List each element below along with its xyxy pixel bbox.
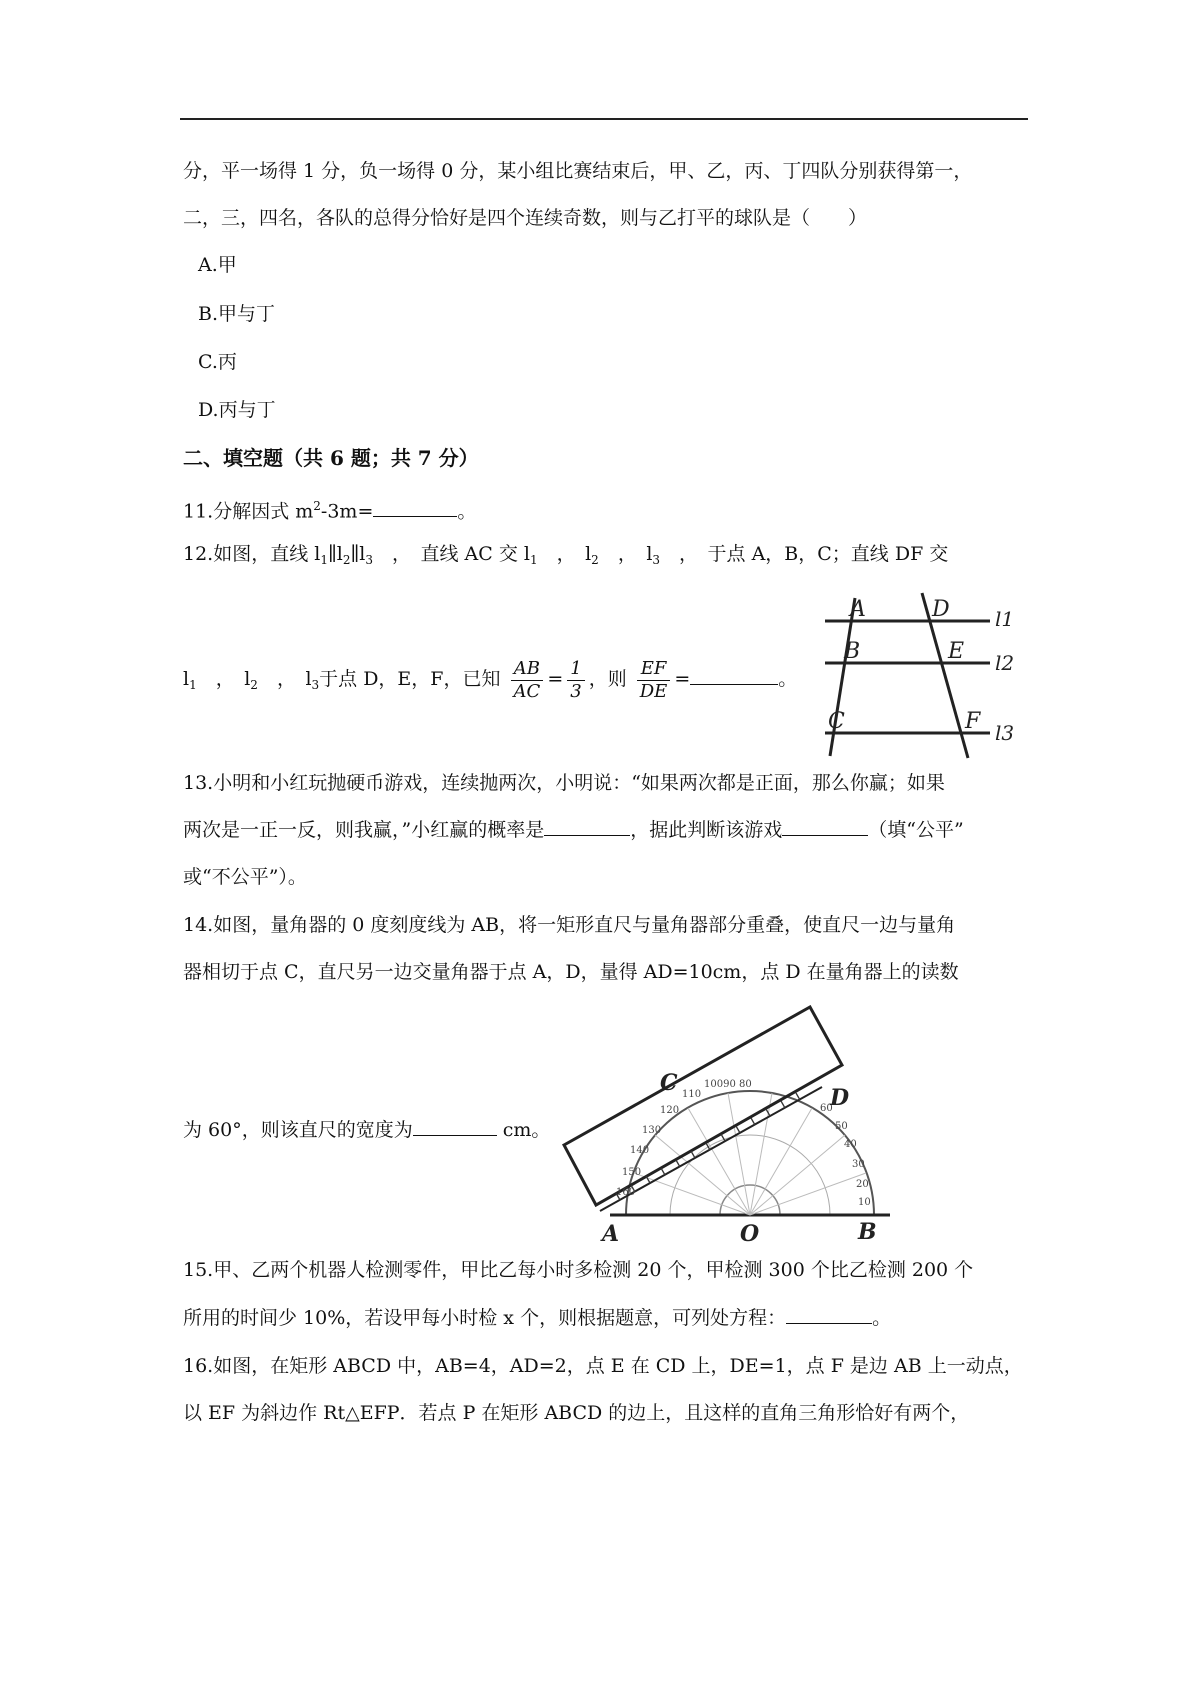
- q16-line-2: 以 EF 为斜边作 Rt△EFP．若点 P 在矩形 ABCD 的边上，且这样的直角三角形恰好有两个，: [183, 1402, 970, 1424]
- tick-label: 30: [852, 1159, 865, 1170]
- q12-sub: 3: [652, 553, 661, 567]
- q12-text-f: ， l: [598, 543, 653, 565]
- q12-line-2: [183, 655, 797, 709]
- q14-line-1: 14.如图，量角器的 0 度刻度线为 AB，将一矩形直尺与量角器部分重叠，使直尺一边与量角: [183, 914, 956, 936]
- header-rule: [180, 118, 1028, 120]
- protractor-inner-arc: [670, 1135, 830, 1215]
- label-d: D: [932, 597, 950, 622]
- q11-answer-blank[interactable]: [373, 498, 457, 517]
- q12-text-known: 于点 D，E，F，已知: [319, 668, 501, 690]
- label-l1: l1: [995, 607, 1015, 631]
- q15-text-a: 所用的时间少 10%，若设甲每小时检 x 个，则根据题意，可列处方程：: [183, 1307, 787, 1329]
- q15-text-b: 。: [872, 1307, 892, 1329]
- q12-text-l3: ， l: [257, 668, 312, 690]
- label-c: C: [660, 1070, 678, 1096]
- q12-text-b: ∥l: [327, 543, 343, 565]
- equals-sign: =: [674, 668, 691, 690]
- tick-label: 110: [682, 1089, 702, 1100]
- q13-text-a: 两次是一正一反，则我赢，”小红赢的概率是: [183, 819, 545, 841]
- q10-line-1: 分，平一场得 1 分，负一场得 0 分，某小组比赛结束后，甲、乙，丙、丁四队分别获得第一，: [183, 160, 973, 182]
- q14-text-b: cm。: [496, 1119, 551, 1141]
- tick-label: 150: [622, 1167, 642, 1178]
- label-l2: l2: [995, 651, 1015, 675]
- q12-end: 。: [778, 668, 798, 690]
- q15-line-2: [183, 1304, 891, 1332]
- label-a: A: [602, 1221, 620, 1245]
- q12-sub: 1: [529, 553, 538, 567]
- q11-line: [183, 492, 476, 525]
- fraction-ef-de: [637, 658, 671, 703]
- label-o: O: [740, 1221, 760, 1245]
- fraction-denominator: AC: [513, 680, 541, 702]
- q12-text-l2: ， l: [196, 668, 251, 690]
- q12-sub: 2: [250, 678, 258, 692]
- tick-label: 160: [616, 1187, 636, 1198]
- label-e: E: [948, 639, 965, 664]
- label-c: C: [828, 709, 845, 734]
- q13-line-3: 或“不公平”）。: [183, 866, 307, 888]
- fraction-numerator: AB: [511, 658, 544, 681]
- q12-line-1: [183, 540, 948, 574]
- fraction-denominator: DE: [639, 680, 668, 702]
- fraction-ab-ac: [511, 658, 544, 703]
- fraction-numerator: 1: [567, 658, 584, 681]
- label-f: F: [965, 709, 981, 734]
- q14-answer-blank[interactable]: [413, 1117, 497, 1136]
- q12-text-c: ∥l: [350, 543, 366, 565]
- label-l3: l3: [995, 721, 1015, 745]
- section-heading: 二、填空题（共 6 题；共 7 分）: [183, 446, 479, 470]
- fraction-one-third: [567, 658, 584, 703]
- equals-sign: =: [547, 668, 564, 690]
- tick-label: 10: [858, 1197, 871, 1208]
- q13-line-1: 13.小明和小红玩抛硬币游戏，连续抛两次，小明说：“如果两次都是正面，那么你赢；如果: [183, 772, 945, 794]
- tick-label: 20: [856, 1179, 869, 1190]
- q12-sub: 2: [591, 553, 599, 567]
- q13-probability-blank[interactable]: [544, 817, 630, 836]
- label-b: B: [858, 1219, 877, 1245]
- q14-text-a: 为 60°，则该直尺的宽度为: [183, 1119, 413, 1141]
- fraction-numerator: EF: [637, 658, 671, 681]
- q14-line-3: [183, 1116, 550, 1144]
- q13-fairness-blank[interactable]: [782, 817, 868, 836]
- q13-text-b: ，据此判断该游戏: [630, 819, 783, 841]
- q16-line-1: 16.如图，在矩形 ABCD 中，AB=4，AD=2，点 E 在 CD 上，DE=1，点 F 是边 AB 上一动点，: [183, 1355, 1023, 1377]
- q12-text-e: ， l: [537, 543, 592, 565]
- tick-label: 130: [642, 1125, 662, 1136]
- parallel-lines-figure: [820, 588, 1030, 763]
- tick-label: 10090 80: [704, 1079, 752, 1090]
- label-a: A: [850, 597, 866, 622]
- q10-option-b: B.甲与丁: [198, 303, 276, 325]
- q12-sub: 3: [311, 678, 320, 692]
- q12-sub: 2: [342, 553, 351, 567]
- q11-end: 。: [457, 500, 477, 523]
- protractor-center-arc: [720, 1185, 780, 1215]
- tick-label: 120: [660, 1105, 680, 1116]
- q10-line-2: 二，三，四名，各队的总得分恰好是四个连续奇数，则与乙打平的球队是（ ）: [183, 207, 868, 229]
- q12-text-d: ， 直线 AC 交 l: [372, 543, 530, 565]
- q12-sub: 3: [365, 553, 373, 567]
- label-d: D: [830, 1085, 850, 1111]
- q15-answer-blank[interactable]: [786, 1305, 872, 1324]
- q14-line-2: 器相切于点 C，直尺另一边交量角器于点 A，D，量得 AD=10cm，点 D 在量角器上的读数: [183, 961, 959, 983]
- q12-sub: 1: [320, 553, 328, 567]
- q11-prefix: 11.分解因式 m: [183, 500, 314, 523]
- q12-then: ，则: [588, 668, 627, 690]
- tick-label: 140: [630, 1145, 650, 1156]
- q12-answer-blank[interactable]: [690, 666, 778, 685]
- q10-option-d: D.丙与丁: [198, 399, 276, 421]
- tick-label: 50: [835, 1121, 848, 1132]
- label-b: B: [844, 639, 861, 664]
- q11-suffix: -3m=: [320, 500, 374, 523]
- tick-label: 60: [820, 1103, 833, 1114]
- q12-text-l: l: [183, 668, 190, 690]
- protractor-ruler-figure: [560, 1005, 900, 1245]
- q12-text-a: 12.如图，直线 l: [183, 543, 321, 565]
- q12-sub: 1: [189, 678, 197, 692]
- q15-line-1: 15.甲、乙两个机器人检测零件，甲比乙每小时多检测 20 个，甲检测 300 个比乙检测 200 个: [183, 1259, 974, 1281]
- q12-text-g: ， 于点 A，B，C；直线 DF 交: [660, 543, 949, 565]
- q10-option-c: C.丙: [198, 351, 237, 373]
- q10-option-a: A.甲: [198, 254, 237, 276]
- tick-label: 40: [844, 1139, 857, 1150]
- fraction-denominator: 3: [570, 680, 582, 702]
- q13-text-c: （填“公平”: [868, 819, 964, 841]
- q13-line-2: [183, 816, 964, 844]
- q11-exponent: 2: [313, 499, 321, 513]
